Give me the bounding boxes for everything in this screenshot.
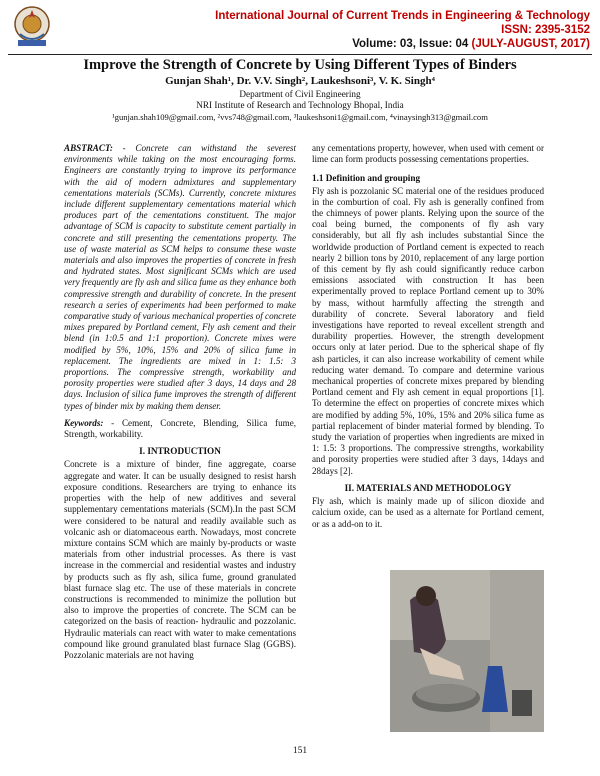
volume-issue: [352, 38, 590, 50]
author-list: Gunjan Shah¹, Dr. V.V. Singh², Laukeshsoni³, V. K. Singh⁴: [165, 75, 435, 87]
page-number: 151: [292, 746, 308, 756]
department: Department of Civil Engineering: [239, 89, 361, 99]
abstract-label: ABSTRACT:: [64, 143, 113, 153]
subsection-heading: 1.1 Definition and grouping: [312, 173, 421, 184]
journal-logo-icon: [8, 4, 56, 50]
keywords-label: Keywords:: [64, 417, 104, 428]
introduction-heading: I. INTRODUCTION: [139, 446, 221, 457]
paper-title: Improve the Strength of Concrete by Using Different Types of Binders: [83, 57, 517, 73]
institute: NRI Institute of Research and Technology Bhopal, India: [196, 100, 404, 110]
journal-header: [0, 0, 600, 56]
methods-heading: II. MATERIALS AND METHODOLOGY: [344, 482, 512, 493]
header-divider: [8, 54, 592, 55]
right-column: [312, 143, 544, 534]
abstract-text: - Concrete can withstand the severest environments while taking on the most encouraging forms. Engineers are constantly trying to improve its performance with the aid of modern admixtures and supplementary cementations materials (SCMs). Currently, concrete mixtures include different supplementary cementations material which produces part of the cementations constituent. The major advantage of SCM is capacity to substitute cement partially in concrete and still presenting the cementations property. The use of waste material as SCM helps to consume these waste materials and also improves the properties of concrete in fresh and hydrated states. Most significant SCMs which are used very frequently are fly ash and silica fume as they enhance both compressive strength and durability of concrete. In the present research a series of experiments had been performed to make comparative study of various mechanical properties of concrete mixes prepared by Portland cement, Fly ash cement and their blend (in 1:0.5 and 1:1 proportion). Concrete mixes were modified by 5%, 10%, 15% and 20% of silica fume in replacement. The ingredients are mixed in 1: 1.5: 3 proportions. The compressive strength, workability and porosity properties were studied after 3 days, 14 days and 28 days. Inclusion of silica fume improves the strength of different types of binder mix by making them denser.: [64, 143, 296, 411]
journal-title: International Journal of Current Trends in Engineering & Technology: [215, 10, 590, 22]
continuation-text: any cementations property, however, when used with cement or lime can form products possessing cementations properties.: [312, 143, 544, 165]
left-column: [64, 143, 296, 665]
author-emails: ¹gunjan.shah109@gmail.com, ²vvs748@gmail.com, ³laukeshsoni1@gmail.com, ⁴vinaysingh313@gmail.com: [112, 112, 488, 122]
keywords: [64, 418, 296, 440]
methods-text: Fly ash, which is mainly made up of silicon dioxide and calcium oxide, can be used as a alternate for Portland cement, or as a add-on to it.: [312, 496, 544, 529]
issn: ISSN: 2395-3152: [501, 24, 590, 36]
subsection-text: Fly ash is pozzolanic SC material one of the residues produced in the comburtion of coal. Fly ash is generally confined from the chimneys of power plants. Relying upon the source of the coal being burned, the components of fly ash vary considerably, but all fly ash includes substantial Since the worldwide production of Portland cement is expected to reach nearly 2 billion tons by 2010, replacement of any large portion of this cement by fly ash could significantly reduce carbon emissions associated with construction It has been experimentally proved to replace Portland cement up to 30% by mass, without harmfully affecting the strength and durability of concrete. Several laboratory and field investigations have reported to reveal excellent strength and durability properties. However, the strength development occurs only at later period. Due to the spherical shape of fly ash particles, it can also increase workability of cement while reducing water demand. To compare and determine various mechanical properties of concrete mixes prepared by blending Portland cement and Fly ash cement in equal proportions [1]. To determine the effect on properties of concrete mixes which are modified by adding 5%, 10%, 15% and 20% silica fume as partial replacement of binder material formed by blending. To study the variation of properties when ingredients are mixed in 1: 1.5: 3 proportions. The compressive strengths, workability and porosity properties were studied after 3 days, 14days and 28days [2].: [312, 185, 544, 476]
keywords-text: - Cement, Concrete, Blending, Silica fume, Strength, workability.: [64, 417, 296, 440]
introduction-text: Concrete is a mixture of binder, fine aggregate, coarse aggregate and water. It can be usually designed to resist harsh exposure conditions. Researchers are trying to enhance its properties with the help of new additives and several supplementary cementations materials (SCM).In the past SCM were considered to be natural and readily available such as volcanic ash or diatomaceous earth. Nowadays, most concrete mixture contains SCM which are mainly by-products or waste materials from other industrial processes. As there is vast increase in the commercial and residential wastes and industry by products such as fly ash, silica fume, ground granulated blast furnace slag etc. The use of these materials in concrete constructions is recommended to minimize the pollution but also to improve the properties of concrete. The SCM can be categorized on the basis of reaction- hydraulic and pozzolanic. Hydraulic materials can react with water to make cementations compound like ground granulated blast furnace Slag (GGBS). Pozzolanic materials are not having: [64, 459, 296, 660]
volume-issue-text: Volume: 03, Issue: 04: [352, 38, 469, 50]
lab-photo: [390, 570, 544, 732]
abstract: [64, 143, 296, 412]
issue-period: (JULY-AUGUST, 2017): [471, 38, 590, 50]
